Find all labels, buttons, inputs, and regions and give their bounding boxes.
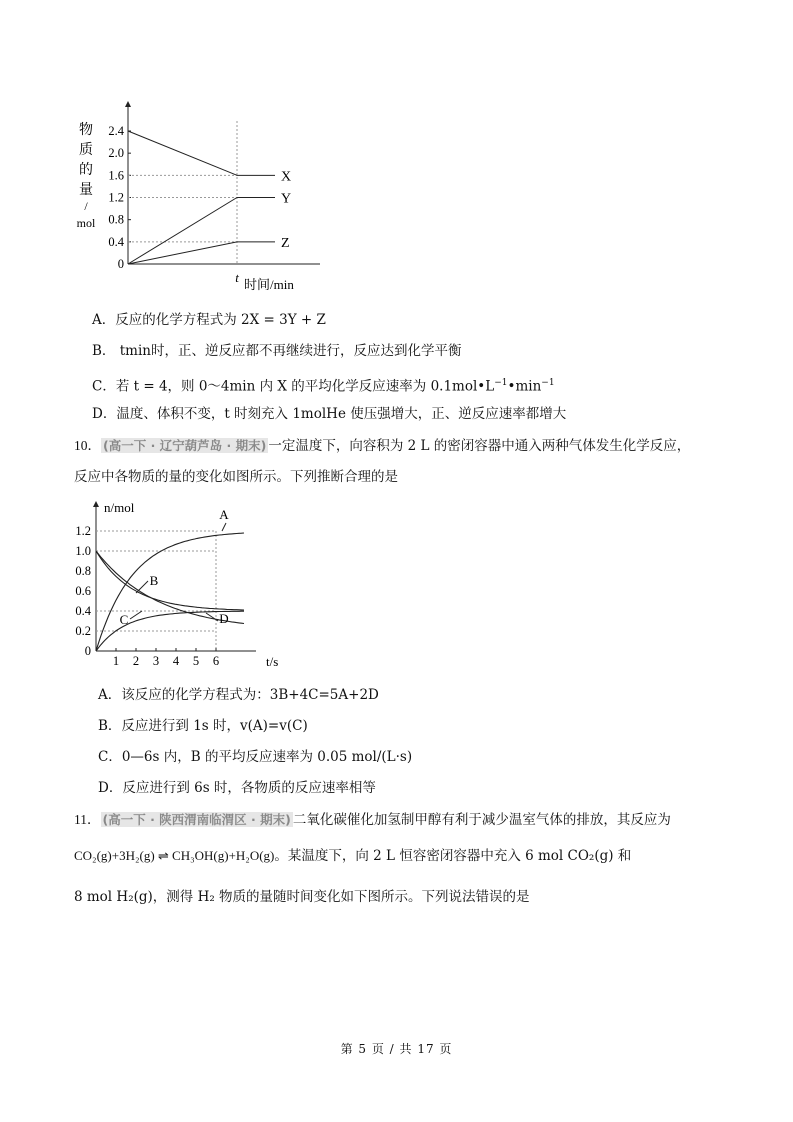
- chart2-series-label-c: C: [119, 612, 129, 627]
- q10-stem-text1: 一定温度下，向容积为 2 L 的密闭容器中通入两种气体发生化学反应，: [268, 438, 691, 454]
- chart2-ytick-label: 0.6: [75, 584, 91, 598]
- q10-option-a: A．该反应的化学方程式为：3B+4C=5A+2D: [98, 687, 379, 703]
- chart2-leader-a: [222, 523, 226, 531]
- q10-source-tag: (高一下 · 辽宁葫芦岛 · 期末): [103, 438, 267, 453]
- q10-option-d: D．反应进行到 6s 时，各物质的反应速率相等: [98, 780, 376, 796]
- chart1-ylabel-1: 质: [79, 143, 93, 158]
- q10-number: 10．: [74, 438, 101, 453]
- q11-stem-line1: [74, 811, 671, 829]
- q10-stem-line1: [74, 437, 690, 455]
- q9-option-c: [92, 374, 555, 396]
- chart2-ytick-label: 0.8: [75, 564, 91, 578]
- q11-stem-line2: [74, 847, 631, 865]
- chart1-ytick-label: 2.0: [108, 146, 124, 161]
- chart1-ylabel-5: mol: [76, 216, 96, 230]
- q9-option-b: B． tmin时，正、逆反应都不再继续进行，反应达到化学平衡: [92, 343, 462, 359]
- q11-equation: CO₂(g)+3H₂(g) ⇌ CH₃OH(g)+H₂O(g): [74, 848, 275, 863]
- q11-source-tag: (高一下 · 陕西渭南临渭区 · 期末): [102, 812, 291, 827]
- q11-number: 11．: [74, 812, 101, 827]
- chart2-xtick-label: 1: [112, 654, 120, 668]
- chart2-ytick-label: 1.0: [75, 544, 91, 558]
- q9-option-c-sup2: −1: [541, 378, 555, 388]
- chart2-ytick-label: 0.2: [75, 624, 91, 638]
- chart2-series-label-b: B: [149, 573, 159, 588]
- q9-option-d: D．温度、体积不变，t 时刻充入 1molHe 使压强增大，正、逆反应速率都增大: [92, 406, 567, 422]
- chart2-leader-b: [136, 581, 148, 593]
- chart1-ytick-label: 1.6: [108, 168, 124, 183]
- chart1-xlabel: 时间/min: [244, 277, 294, 292]
- chart1-series-y: [128, 198, 237, 265]
- q11-stem-text2: 。某温度下，向 2 L 恒容密闭容器中充入 6 mol CO₂(g) 和: [274, 848, 632, 864]
- q10-option-b: B．反应进行到 1s 时，v(A)=v(C): [98, 718, 308, 734]
- chart2-xlabel: t/s: [266, 654, 279, 669]
- chart1-ylabel-4: /: [84, 199, 88, 213]
- chart-2: [66, 496, 306, 674]
- chart2-xtick-label: 3: [152, 654, 160, 668]
- q11-stem-text1: 二氧化碳催化加氢制甲醇有利于减少温室气体的排放，其反应为: [292, 812, 671, 828]
- chart1-series-label-x: X: [281, 169, 292, 185]
- chart1-ytick-label: 2.4: [108, 124, 124, 138]
- chart1-x-marker: t: [235, 270, 239, 285]
- chart1-ytick-label: 0: [117, 257, 124, 271]
- chart2-leader-c: [130, 611, 142, 619]
- chart-1: [70, 96, 330, 296]
- chart1-ytick-label: 0.8: [108, 212, 124, 227]
- q9-option-a: A．反应的化学方程式为 2X = 3Y + Z: [92, 312, 326, 328]
- chart1-ytick-label: 0.4: [108, 234, 124, 249]
- chart2-series-label-d: D: [219, 611, 229, 626]
- chart1-series-label-y: Y: [281, 191, 292, 207]
- chart2-xtick-label: 6: [212, 654, 220, 668]
- chart1-ylabel-0: 物: [79, 123, 93, 138]
- chart1-ylabel-2: 的: [79, 163, 93, 178]
- q9-option-c-sup1: −1: [494, 378, 508, 388]
- chart2-ytick-label: 1.2: [75, 524, 91, 538]
- chart2-ytick-label: 0.4: [75, 604, 91, 618]
- chart2-ytick-label: 0: [84, 644, 91, 658]
- q11-stem-line3: 8 mol H₂(g)，测得 H₂ 物质的量随时间变化如下图所示。下列说法错误的是: [74, 889, 530, 905]
- chart1-ylabel-3: 量: [79, 183, 93, 198]
- chart2-series-label-a: A: [219, 507, 229, 522]
- chart1-series-x: [128, 131, 237, 175]
- q10-stem-line2: 反应中各物质的量的变化如图所示。下列推断合理的是: [74, 469, 398, 485]
- chart2-xtick-label: 4: [172, 654, 180, 668]
- chart2-series-b: [96, 551, 244, 610]
- chart2-xtick-label: 5: [192, 654, 200, 668]
- chart2-ylabel: n/mol: [104, 500, 135, 515]
- chart1-series-z: [128, 242, 237, 264]
- chart1-series-label-z: Z: [281, 235, 290, 251]
- q9-option-c-mid: •min: [507, 378, 542, 395]
- chart1-ytick-label: 1.2: [108, 190, 124, 205]
- page-footer: 第 5 页 / 共 17 页: [340, 1042, 453, 1056]
- q9-option-c-text: C．若 t = 4，则 0～4min 内 X 的平均化学反应速率为 0.1mol•L: [92, 378, 495, 395]
- q10-option-c: C．0—6s 内，B 的平均反应速率为 0.05 mol/(L·s): [98, 749, 413, 765]
- chart2-xtick-label: 2: [132, 654, 140, 668]
